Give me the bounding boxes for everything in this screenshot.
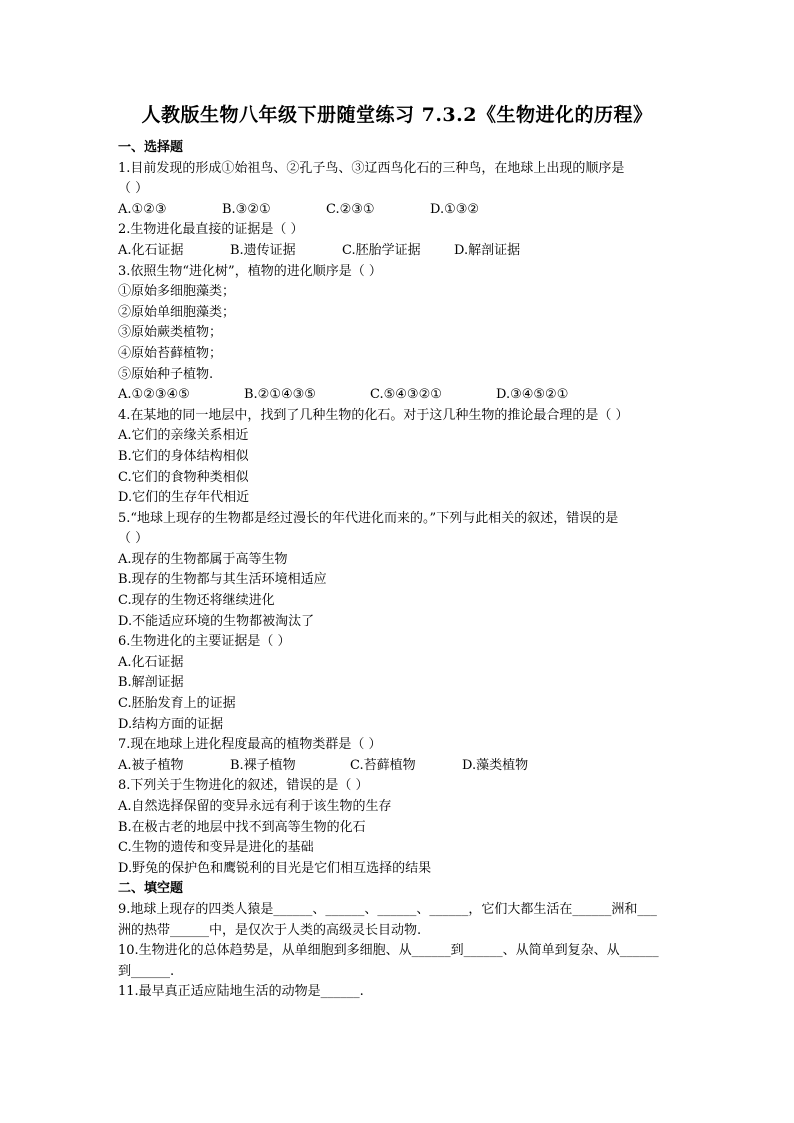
option-a: A.被子植物	[118, 757, 184, 773]
question-3-stem: 3.依照生物“进化树”，植物的进化顺序是（ ）	[118, 263, 382, 279]
option-d: D.藻类植物	[462, 757, 529, 773]
option-b: B.解剖证据	[118, 675, 184, 691]
option-b: B.裸子植物	[230, 757, 296, 773]
question-6-stem: 6.生物进化的主要证据是（ ）	[118, 634, 291, 650]
option-c: C.⑤④③②①	[370, 387, 442, 403]
document-body	[118, 138, 702, 1003]
option-d: D.①③②	[430, 201, 480, 217]
question-7-stem: 7.现在地球上进化程度最高的植物类群是（ ）	[118, 737, 382, 753]
option-c: C.现存的生物还将继续进化	[118, 593, 275, 609]
question-2-stem: 2.生物进化最直接的证据是（ ）	[118, 222, 304, 238]
question-10-line-2: 到______.	[118, 963, 175, 979]
list-item: ①原始多细胞藻类；	[118, 284, 236, 300]
option-c: C.②③①	[326, 201, 375, 217]
option-c: C.苔藓植物	[350, 757, 416, 773]
question-3-options	[118, 385, 702, 406]
option-c: C.胚胎发育上的证据	[118, 696, 236, 712]
list-item: ②原始单细胞藻类；	[118, 304, 236, 320]
option-b: B.遗传证据	[230, 242, 296, 258]
option-a: A.化石证据	[118, 242, 184, 258]
question-1-options	[118, 200, 702, 221]
list-item: ④原始苔藓植物；	[118, 345, 223, 361]
option-a: A.现存的生物都属于高等生物	[118, 551, 288, 567]
page-title: 人教版生物八年级下册随堂练习 7.3.2《生物进化的历程》	[141, 104, 653, 126]
question-5-stem: 5.“地球上现存的生物都是经过漫长的年代进化而来的。”下列与此相关的叙述，错误的是	[118, 510, 619, 526]
question-9-line-1: 9.地球上现存的四类人猿是______、______、______、______，它们大都生活在______洲和___	[118, 901, 657, 917]
option-b: B.在极古老的地层中找不到高等生物的化石	[118, 819, 366, 835]
question-9-line-2: 洲的热带______中，是仅次于人类的高级灵长目动物.	[118, 922, 422, 938]
question-4-stem: 4.在某地的同一地层中，找到了几种生物的化石。对于这几种生物的推论最合理的是（ ）	[118, 407, 629, 423]
section-heading-fill: 二、填空题	[118, 881, 184, 897]
option-d: D.解剖证据	[454, 242, 521, 258]
option-b: B.②①④③⑤	[244, 387, 316, 403]
list-item: ③原始蕨类植物；	[118, 325, 223, 341]
option-d: D.它们的生存年代相近	[118, 490, 250, 506]
section-heading-choice: 一、选择题	[118, 140, 184, 155]
option-d: D.结构方面的证据	[118, 716, 224, 732]
question-7-options	[118, 756, 702, 777]
option-b: B.现存的生物都与其生活环境相适应	[118, 572, 327, 588]
question-1-stem: 1.目前发现的形成①始祖鸟、②孔子鸟、③辽西鸟化石的三种鸟，在地球上出现的顺序是	[118, 160, 625, 176]
question-11-line-1: 11.最早真正适应陆地生活的动物是______.	[118, 984, 364, 1000]
question-5-paren: （ ）	[118, 531, 149, 547]
list-item: ⑤原始种子植物.	[118, 366, 214, 382]
option-d: D.③④⑤②①	[496, 387, 569, 403]
option-b: B.它们的身体结构相似	[118, 448, 249, 464]
option-d: D.不能适应环境的生物都被淘汰了	[118, 613, 315, 629]
option-b: B.③②①	[222, 201, 271, 217]
option-a: A.①②③	[118, 201, 167, 217]
option-a: A.它们的亲缘关系相近	[118, 428, 249, 444]
option-c: C.它们的食物种类相似	[118, 469, 249, 485]
option-a: A.化石证据	[118, 654, 184, 670]
question-2-options	[118, 241, 702, 262]
option-a: A.自然选择保留的变异永远有利于该生物的生存	[118, 799, 392, 814]
option-c: C.生物的遗传和变异是进化的基础	[118, 840, 314, 856]
option-d: D.野兔的保护色和鹰锐利的目光是它们相互选择的结果	[118, 860, 432, 876]
question-1-paren: （ ）	[118, 181, 149, 197]
option-a: A.①②③④⑤	[118, 387, 190, 403]
question-8-stem: 8.下列关于生物进化的叙述，错误的是（ ）	[118, 778, 369, 794]
question-10-line-1: 10.生物进化的总体趋势是，从单细胞到多细胞、从______到______、从简单到复杂、从______	[118, 943, 659, 959]
option-c: C.胚胎学证据	[342, 242, 421, 258]
